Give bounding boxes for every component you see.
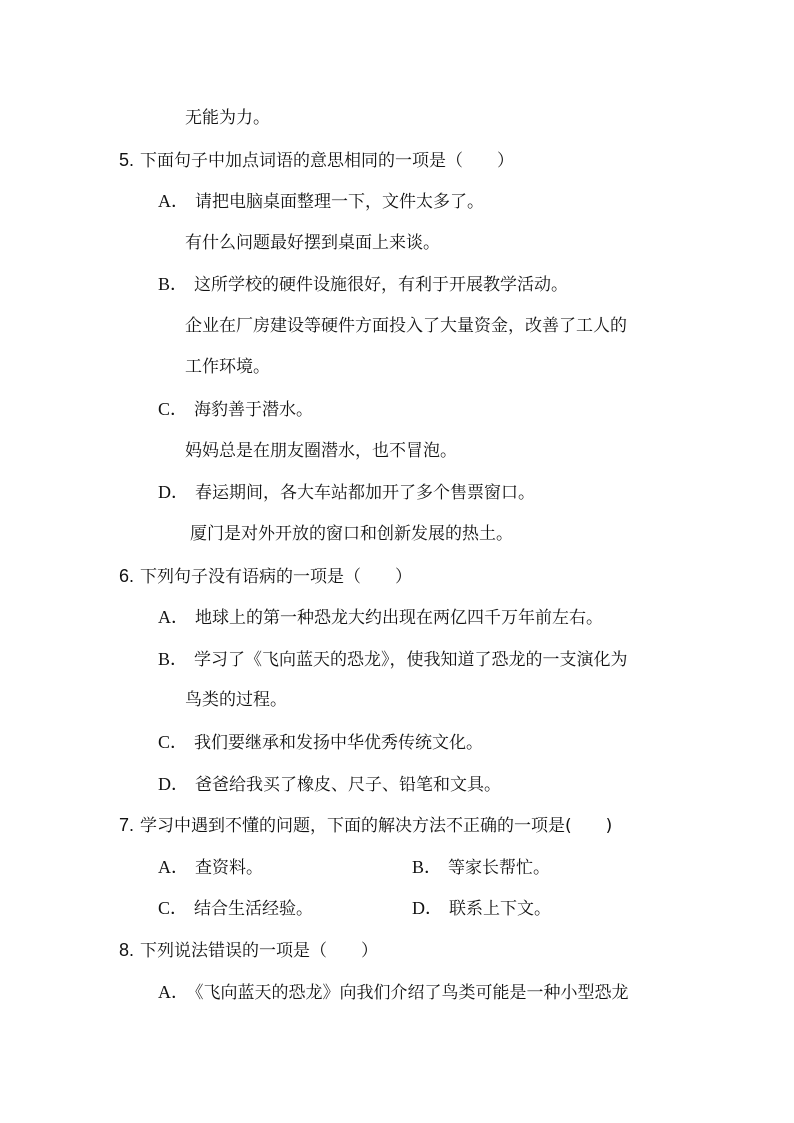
question-text: 下列句子没有语病的一项是（ ）: [140, 567, 413, 587]
text-line: 无能为力。: [185, 108, 270, 128]
question-text: 下面句子中加点词语的意思相同的一项是（ ）: [140, 151, 515, 171]
option-d: D． 春运期间，各大车站都加开了多个售票窗口。: [158, 482, 535, 503]
option-b: B． 这所学校的硬件设施很好，有利于开展教学活动。: [158, 274, 569, 295]
option-c: C． 海豹善于潜水。: [158, 399, 314, 420]
question-number: 5.: [119, 150, 135, 170]
option-b: B． 等家长帮忙。: [412, 857, 551, 878]
question-number: 6.: [119, 566, 135, 586]
question-7: [119, 815, 612, 836]
option-c: C． 结合生活经验。: [158, 898, 314, 919]
text-line: 有什么问题最好摆到桌面上来谈。: [185, 233, 440, 253]
option-d: D． 联系上下文。: [412, 898, 551, 919]
question-5: [119, 150, 514, 171]
question-text: 下列说法错误的一项是（ ）: [140, 941, 379, 961]
option-a: A． 《飞向蓝天的恐龙》向我们介绍了鸟类可能是一种小型恐龙: [158, 982, 629, 1003]
question-number: 8.: [119, 940, 135, 960]
option-a: A． 地球上的第一种恐龙大约出现在两亿四千万年前左右。: [158, 607, 603, 628]
option-b: B． 学习了《飞向蓝天的恐龙》，使我知道了恐龙的一支演化为: [158, 649, 628, 670]
text-line: 厦门是对外开放的窗口和创新发展的热土。: [190, 524, 513, 544]
text-line: 妈妈总是在朋友圈潜水，也不冒泡。: [185, 441, 457, 461]
question-number: 7.: [119, 815, 135, 835]
text-line: 鸟类的过程。: [185, 690, 287, 710]
question-6: [119, 566, 412, 587]
option-a: A． 请把电脑桌面整理一下，文件太多了。: [158, 191, 484, 212]
option-d: D． 爸爸给我买了橡皮、尺子、铅笔和文具。: [158, 774, 501, 795]
question-8: [119, 940, 378, 961]
option-a: A． 查资料。: [158, 857, 263, 878]
question-text: 学习中遇到不懂的问题，下面的解决方法不正确的一项是( ): [140, 816, 613, 836]
option-c: C． 我们要继承和发扬中华优秀传统文化。: [158, 732, 484, 753]
text-line: 工作环境。: [185, 357, 270, 377]
text-line: 企业在厂房建设等硬件方面投入了大量资金，改善了工人的: [185, 316, 627, 336]
